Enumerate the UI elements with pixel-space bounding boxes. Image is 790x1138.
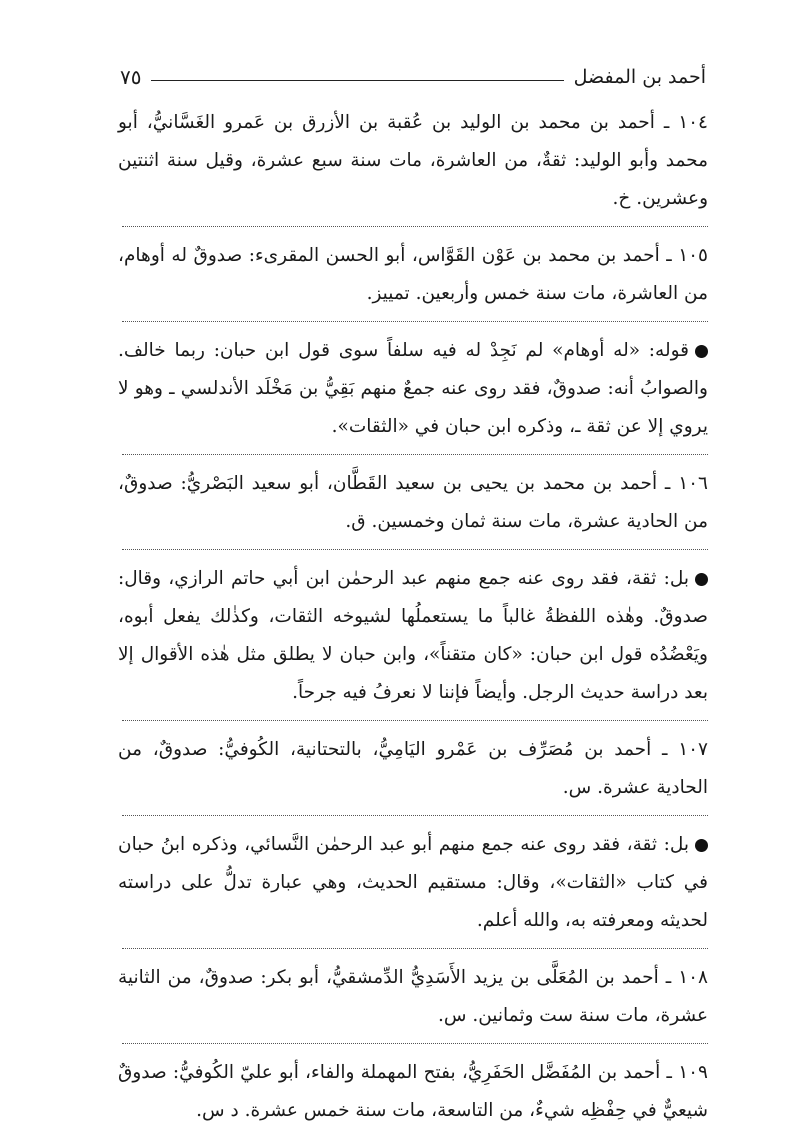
entry-107: ١٠٧ ـ أحمد بن مُصَرِّف بن عَمْرو اليَامِيُّ، بالتحتانية، الكُوفيُّ: صدوقٌ، من الحادية عشرة. س. xyxy=(118,739,708,798)
comment-107 xyxy=(118,826,708,940)
bullet-icon xyxy=(695,573,708,586)
page-number: ٧٥ xyxy=(120,65,142,89)
separator xyxy=(122,321,708,322)
bullet-icon xyxy=(695,345,708,358)
header-rule xyxy=(151,80,563,81)
entry-105: ١٠٥ ـ أحمد بن محمد بن عَوْن القَوَّاس، أبو الحسن المقرىء: صدوقٌ له أوهام، من العاشرة، مات سنة خمس وأربعين. تمييز. xyxy=(118,245,708,304)
entry-109: ١٠٩ ـ أحمد بن المُفَضَّل الحَفَرِيُّ، بفتح المهملة والفاء، أبو عليّ الكُوفيُّ: صدوقٌ شيعيٌّ في حِفْظِه شيءٌ، من التاسعة، مات سنة خمس عشرة. د س. xyxy=(118,1062,708,1121)
comment-text: بل: ثقة، فقد روى عنه جمع منهم أبو عبد الرحمٰن النَّسائي، وذكره ابنُ حبان في كتاب «الثقات»، وقال: مستقيم الحديث، وهي عبارة تدلُّ على دراسته لحديثه ومعرفته به، والله أعلم. xyxy=(118,834,708,931)
entry-104: ١٠٤ ـ أحمد بن محمد بن الوليد بن عُقبة بن الأزرق بن عَمرو الغَسَّانيُّ، أبو محمد وأبو الوليد: ثقةٌ، من العاشرة، مات سنة سبع عشرة، وقيل سنة اثنتين وعشرين. خ. xyxy=(118,112,708,209)
separator xyxy=(122,226,708,227)
comment-text: قوله: «له أوهام» لم نَجِدْ له فيه سلفاً سوى قول ابن حبان: ربما خالف. والصوابُ أنه: صدوقٌ، فقد روى عنه جمعٌ منهم بَقِيُّ بن مَخْلَد الأندلسي ـ وهو لا يروي إلا عن ثقة ـ، وذكره ابن حبان في «الثقات». xyxy=(118,340,708,437)
separator xyxy=(122,815,708,816)
comment-text: بل: ثقة، فقد روى عنه جمع منهم عبد الرحمٰن ابن أبي حاتم الرازي، وقال: صدوقٌ. وهٰذه اللفظةُ غالباً ما يستعملُها لشيوخه الثقات، وكذٰلك يفعل أبوه، ويَعْضُدُه قول ابن حبان: «كان متقناً»، وابن حبان لا يطلق مثل هٰذه الأقوال إلا بعد دراسة حديث الرجل. وأيضاً فإننا لا نعرفُ فيه جرحاً. xyxy=(118,568,708,703)
bullet-icon xyxy=(695,839,708,852)
running-title: أحمد بن المفضل xyxy=(573,66,706,88)
separator xyxy=(122,549,708,550)
separator xyxy=(122,720,708,721)
separator xyxy=(122,1043,708,1044)
separator xyxy=(122,454,708,455)
separator xyxy=(122,948,708,949)
entries-list xyxy=(118,104,708,1138)
running-header xyxy=(120,62,706,92)
entry-108: ١٠٨ ـ أحمد بن المُعَلَّى بن يزيد الأَسَدِيُّ الدِّمشقيُّ، أبو بكر: صدوقٌ، من الثانية عشرة، مات سنة ست وثمانين. س. xyxy=(118,967,708,1026)
comment-105 xyxy=(118,332,708,446)
comment-106 xyxy=(118,560,708,712)
entry-106: ١٠٦ ـ أحمد بن محمد بن يحيى بن سعيد القَطَّان، أبو سعيد البَصْريُّ: صدوقٌ، من الحادية عشرة، مات سنة ثمان وخمسين. ق. xyxy=(118,473,708,532)
